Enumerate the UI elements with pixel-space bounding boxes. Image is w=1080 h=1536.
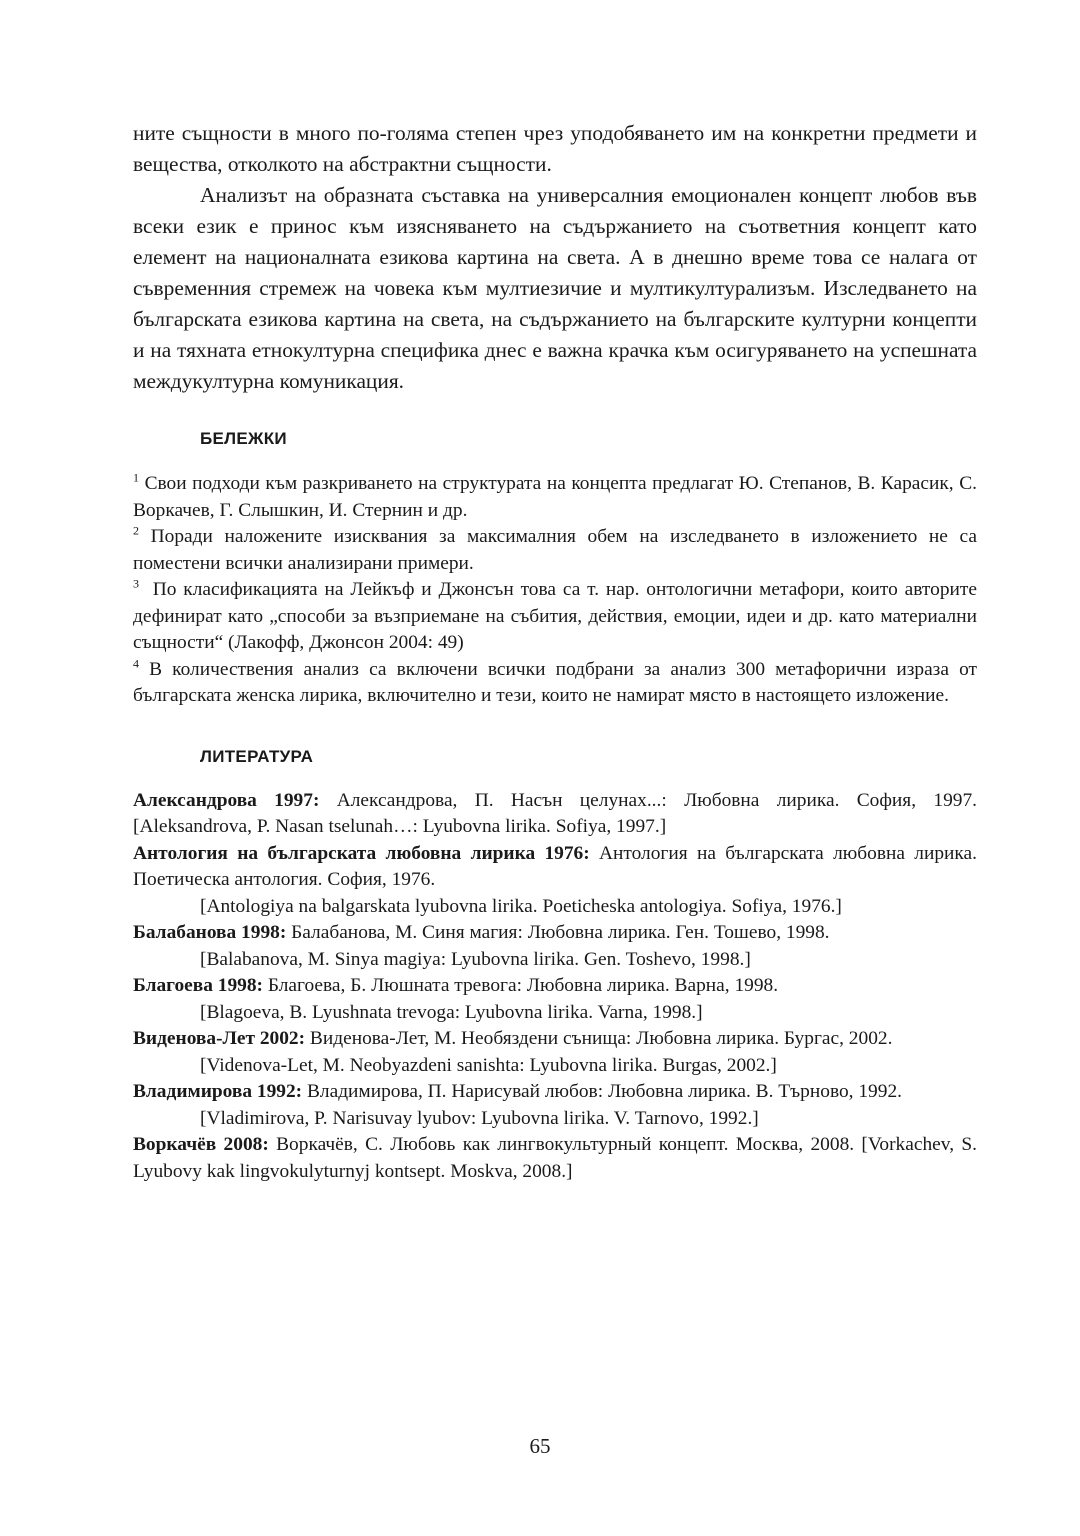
reference-text: Александрова, П. Насън целунах...: Любовна лирика. София, 1997. [Aleksandrova, P. Nasan tselunah…: Lyubovna lirika. Sofiya, 1997.]: [133, 789, 978, 837]
reference-text: Благоева, Б. Люшната тревога: Любовна лирика. Варна, 1998.: [263, 975, 779, 996]
reference-entry: [133, 920, 977, 947]
references-list: [133, 788, 977, 1186]
reference-text: Виденова-Лет, М. Необяздени сънища: Любовна лирика. Бургас, 2002.: [305, 1028, 893, 1049]
references-heading: ЛИТЕРАТУРА: [200, 746, 314, 766]
reference-key: Балабанова 1998:: [133, 922, 287, 943]
notes-list: [133, 471, 977, 710]
body-paragraph-1: ните същности в много по-голяма степен чрез уподобяването им на конкретни предмети и вещества, отколкото на абстрактни същности.: [133, 121, 977, 176]
note-2: [133, 524, 977, 577]
note-4: [133, 657, 977, 710]
notes-heading: БЕЛЕЖКИ: [200, 429, 287, 448]
note-number: 3: [133, 576, 139, 591]
reference-key: Благоева 1998:: [133, 975, 264, 996]
reference-key: Владимирова 1992:: [133, 1081, 303, 1102]
note-text: Свои подходи към разкриването на структурата на концепта предлагат Ю. Степанов, В. Карасик, С. Воркачев, Г. Слышкин, И. Стернин и др.: [133, 473, 977, 521]
note-1: [133, 471, 977, 524]
note-number: 1: [133, 470, 139, 485]
reference-text: Антология на българската любовна лирика. Поетическа антология. София, 1976.: [133, 842, 977, 890]
reference-key: Виденова-Лет 2002:: [133, 1028, 306, 1049]
body-paragraph-2: Анализът на образната съставка на универсалния емоционален концепт любов във всеки език е принос към изясняването на съдържанието на съответния концепт като елемент на националната езикова картина на света. А в днешно време това се налага от съвременния стремеж на човека към мултиезичие и мултикултурализъм. Изследването на българската езикова картина на света, на съдържанието на българските културни концепти и на тяхната етнокултурна специфика днес е важна крачка към осигуряването на успешната междукултурна комуникация.: [133, 183, 977, 393]
reference-transliteration: [Vladimirova, P. Narisuvay lyubov: Lyubovna lirika. V. Tarnovo, 1992.]: [200, 1107, 759, 1129]
reference-key: Воркачёв 2008:: [133, 1134, 269, 1155]
reference-key: Александрова 1997:: [133, 789, 320, 811]
reference-text: Воркачёв, С. Любовь как лингвокультурный концепт. Москва, 2008. [Vorkachev, S. Lyubovy kak lingvokulyturnyj kontsept. Moskva, 2008.]: [133, 1134, 977, 1182]
reference-text: Балабанова, М. Синя магия: Любовна лирика. Ген. Тошево, 1998.: [286, 922, 830, 943]
reference-transliteration: [Videnova-Let, M. Neobyazdeni sanishta: Lyubovna lirika. Burgas, 2002.]: [200, 1054, 777, 1076]
reference-entry: [133, 1079, 977, 1106]
note-3: [133, 577, 977, 657]
reference-transliteration: [Blagoeva, B. Lyushnata trevoga: Lyubovna lirika. Varna, 1998.]: [200, 1001, 703, 1023]
reference-entry: [133, 841, 977, 894]
note-text: Поради наложените изисквания за максималния обем на изследването в изложението не са поместени всички анализирани примери.: [133, 526, 977, 574]
reference-entry: [133, 788, 977, 841]
reference-text: Владимирова, П. Нарисувай любов: Любовна лирика. В. Търново, 1992.: [302, 1081, 902, 1102]
page-number: 65: [529, 1434, 551, 1458]
reference-entry: [133, 1026, 977, 1053]
reference-transliteration: [Antologiya na balgarskata lyubovna lirika. Poeticheska antologiya. Sofiya, 1976.]: [200, 895, 842, 917]
reference-entry: [133, 973, 977, 1000]
reference-entry: [133, 1132, 977, 1185]
note-text: В количествения анализ са включени всички подбрани за анализ 300 метафорични израза от българската женска лирика, включително и тези, които не намират място в настоящето изложение.: [133, 658, 977, 706]
note-text: По класификацията на Лейкъф и Джонсън това са т. нар. онтологични метафори, които авторите дефинират като „способи за възприемане на събития, действия, емоции, идеи и др. като материални същности“ (Лакофф, Джонсон 2004: 49): [133, 579, 977, 653]
note-number: 4: [133, 656, 139, 671]
page-content: [133, 118, 977, 1185]
reference-transliteration: [Balabanova, M. Sinya magiya: Lyubovna lirika. Gen. Toshevo, 1998.]: [200, 948, 751, 970]
reference-key: Антология на българската любовна лирика 1976:: [133, 842, 590, 864]
note-number: 2: [133, 523, 139, 538]
